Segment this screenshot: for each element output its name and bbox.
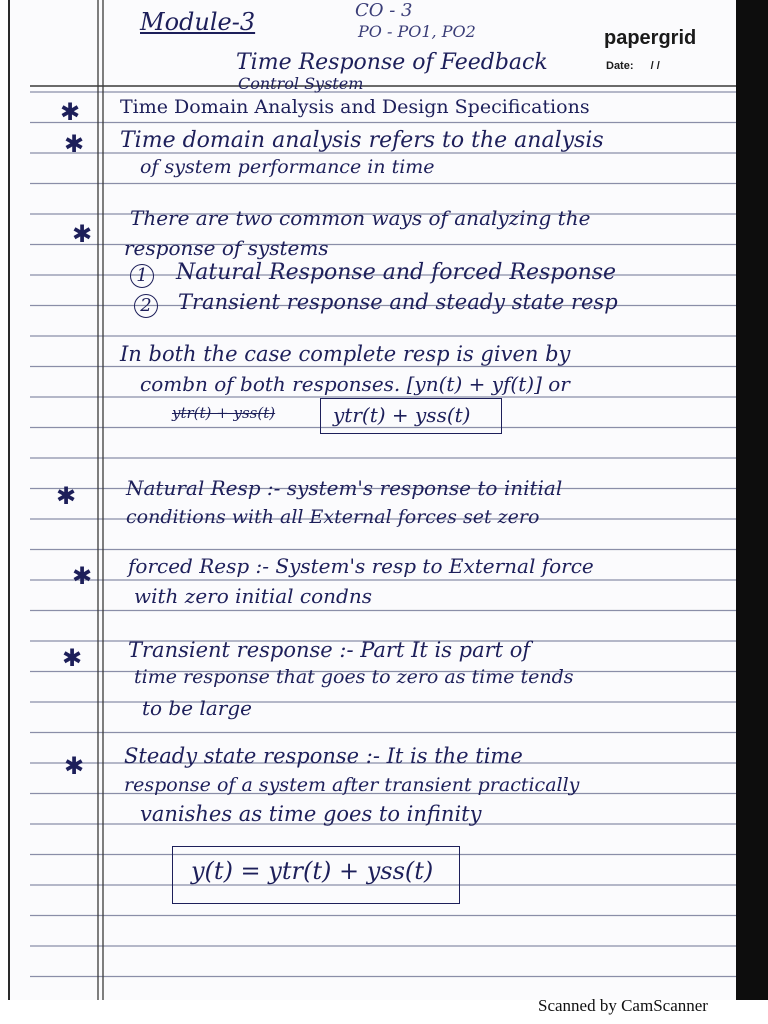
para3-line1: In both the case complete resp is given by: [120, 342, 571, 366]
scan-dark-edge: [736, 0, 768, 1000]
bullet-star: ✱: [64, 130, 85, 158]
transient-line1: Transient response :- Part It is part of: [128, 638, 531, 662]
bullet-star: ✱: [72, 220, 93, 248]
para1-line2: of system performance in time: [140, 156, 435, 178]
para2-line2: response of systems: [124, 236, 329, 260]
forced-line2: with zero initial condns: [134, 584, 372, 608]
final-formula-box: [172, 846, 460, 904]
module-title: Module-3: [140, 8, 256, 36]
item2-number: 2: [134, 294, 158, 318]
date-label: [606, 60, 660, 72]
steady-line1: Steady state response :- It is the time: [124, 744, 523, 768]
item1-text: Natural Response and forced Response: [176, 260, 617, 285]
chapter-title-line1: Time Response of Feedback: [236, 50, 548, 75]
steady-line3: vanishes as time goes to infinity: [140, 802, 482, 826]
transient-line2: time response that goes to zero as time tends: [134, 666, 574, 688]
item1-number: 1: [130, 264, 154, 288]
chapter-title-line2: Control System: [238, 74, 364, 93]
section-heading: Time Domain Analysis and Design Specifications: [120, 96, 590, 118]
transient-line3: to be large: [142, 696, 252, 720]
bullet-star: ✱: [62, 644, 83, 672]
para1-line1: Time domain analysis refers to the analysis: [120, 128, 604, 153]
scanner-watermark: Scanned by CamScanner: [538, 996, 708, 1015]
course-outcome: CO - 3: [355, 0, 413, 21]
bullet-star: ✱: [72, 562, 93, 590]
natural-line2: conditions with all External forces set zero: [126, 506, 540, 528]
date-value: / /: [650, 60, 660, 72]
steady-line2: response of a system after transient practically: [124, 774, 580, 796]
bullet-star: ✱: [56, 482, 77, 510]
para3-boxed-text: ytr(t) + yss(t): [333, 403, 471, 427]
brand-logo: papergrid: [604, 27, 697, 49]
program-outcome: PO - PO1, PO2: [358, 22, 476, 41]
natural-line1: Natural Resp :- system's response to initial: [126, 476, 563, 500]
bullet-star: ✱: [60, 98, 81, 126]
final-formula: y(t) = ytr(t) + yss(t): [191, 857, 434, 885]
para3-struck: ytr(t) + yss(t): [172, 404, 276, 422]
para3-line2: combn of both responses. [yn(t) + yf(t)] or: [140, 372, 570, 396]
para2-line1: There are two common ways of analyzing the: [130, 206, 591, 230]
para3-boxed-formula: [320, 398, 502, 434]
date-label-text: Date:: [606, 60, 634, 72]
bullet-star: ✱: [64, 752, 85, 780]
item2-text: Transient response and steady state resp: [178, 290, 618, 314]
forced-line1: forced Resp :- System's resp to External force: [128, 554, 594, 578]
